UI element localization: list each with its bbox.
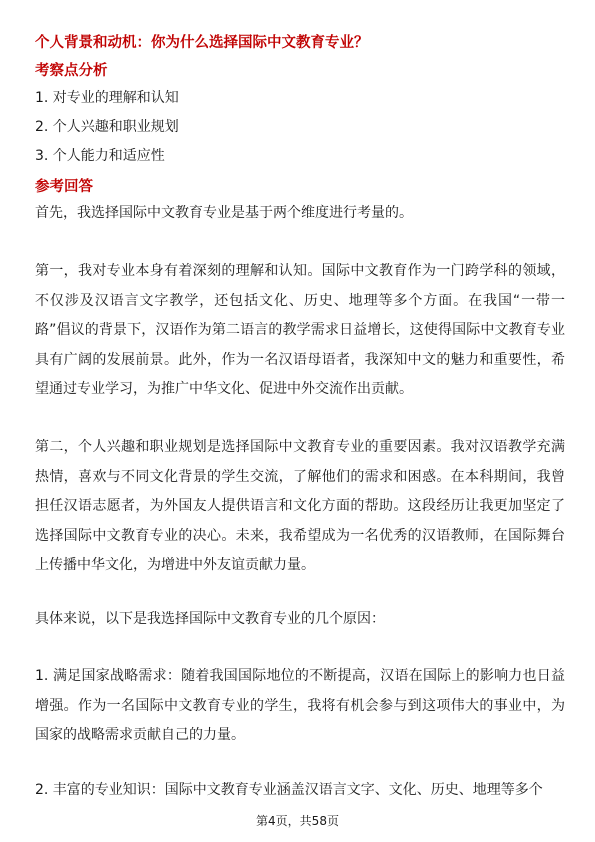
analysis-point: 2. 个人兴趣和职业规划 — [35, 119, 179, 135]
answer-paragraph: 首先，我选择国际中文教育专业是基于两个维度进行考量的。 — [35, 205, 413, 221]
analysis-point: 3. 个人能力和适应性 — [35, 148, 165, 164]
page-number: 第4页，共58页 — [256, 814, 339, 828]
answer-paragraph: 第二，个人兴趣和职业规划是选择国际中文教育专业的重要因素。我对汉语教学充满热情，喜欢与不同文化背景的学生交流，了解他们的需求和困惑。在本科期间，我曾担任汉语志愿者，为外国友人提供语言和文化方面的帮助。这段经历让我更加坚定了选择国际中文教育专业的决心。未来，我希望成为一名优秀的汉语教师，在国际舞台上传播中华文化，为增进中外友谊贡献力量。 — [35, 439, 565, 573]
answer-heading: 参考回答 — [35, 179, 93, 195]
question-title: 个人背景和动机：你为什么选择国际中文教育专业？ — [35, 35, 369, 51]
answer-paragraph: 第一，我对专业本身有着深刻的理解和认知。国际中文教育作为一门跨学科的领域，不仅涉及汉语言文字教学，还包括文化、历史、地理等多个方面。在我国“一带一路”倡议的背景下，汉语作为第二语言的教学需求日益增长，这使得国际中文教育专业具有广阔的发展前景。此外，作为一名汉语母语者，我深知中文的魅力和重要性，希望通过专业学习，为推广中华文化、促进中外交流作出贡献。 — [35, 263, 565, 397]
answer-paragraph: 2. 丰富的专业知识：国际中文教育专业涵盖汉语言文字、文化、历史、地理等多个 — [35, 782, 543, 798]
answer-paragraph: 具体来说，以下是我选择国际中文教育专业的几个原因： — [35, 611, 385, 627]
analysis-point: 1. 对专业的理解和认知 — [35, 90, 179, 106]
answer-paragraph: 1. 满足国家战略需求：随着我国国际地位的不断提高，汉语在国际上的影响力也日益增强。作为一名国际中文教育专业的学生，我将有机会参与到这项伟大的事业中，为国家的战略需求贡献自己的力量。 — [35, 668, 565, 743]
analysis-heading: 考察点分析 — [35, 63, 108, 79]
